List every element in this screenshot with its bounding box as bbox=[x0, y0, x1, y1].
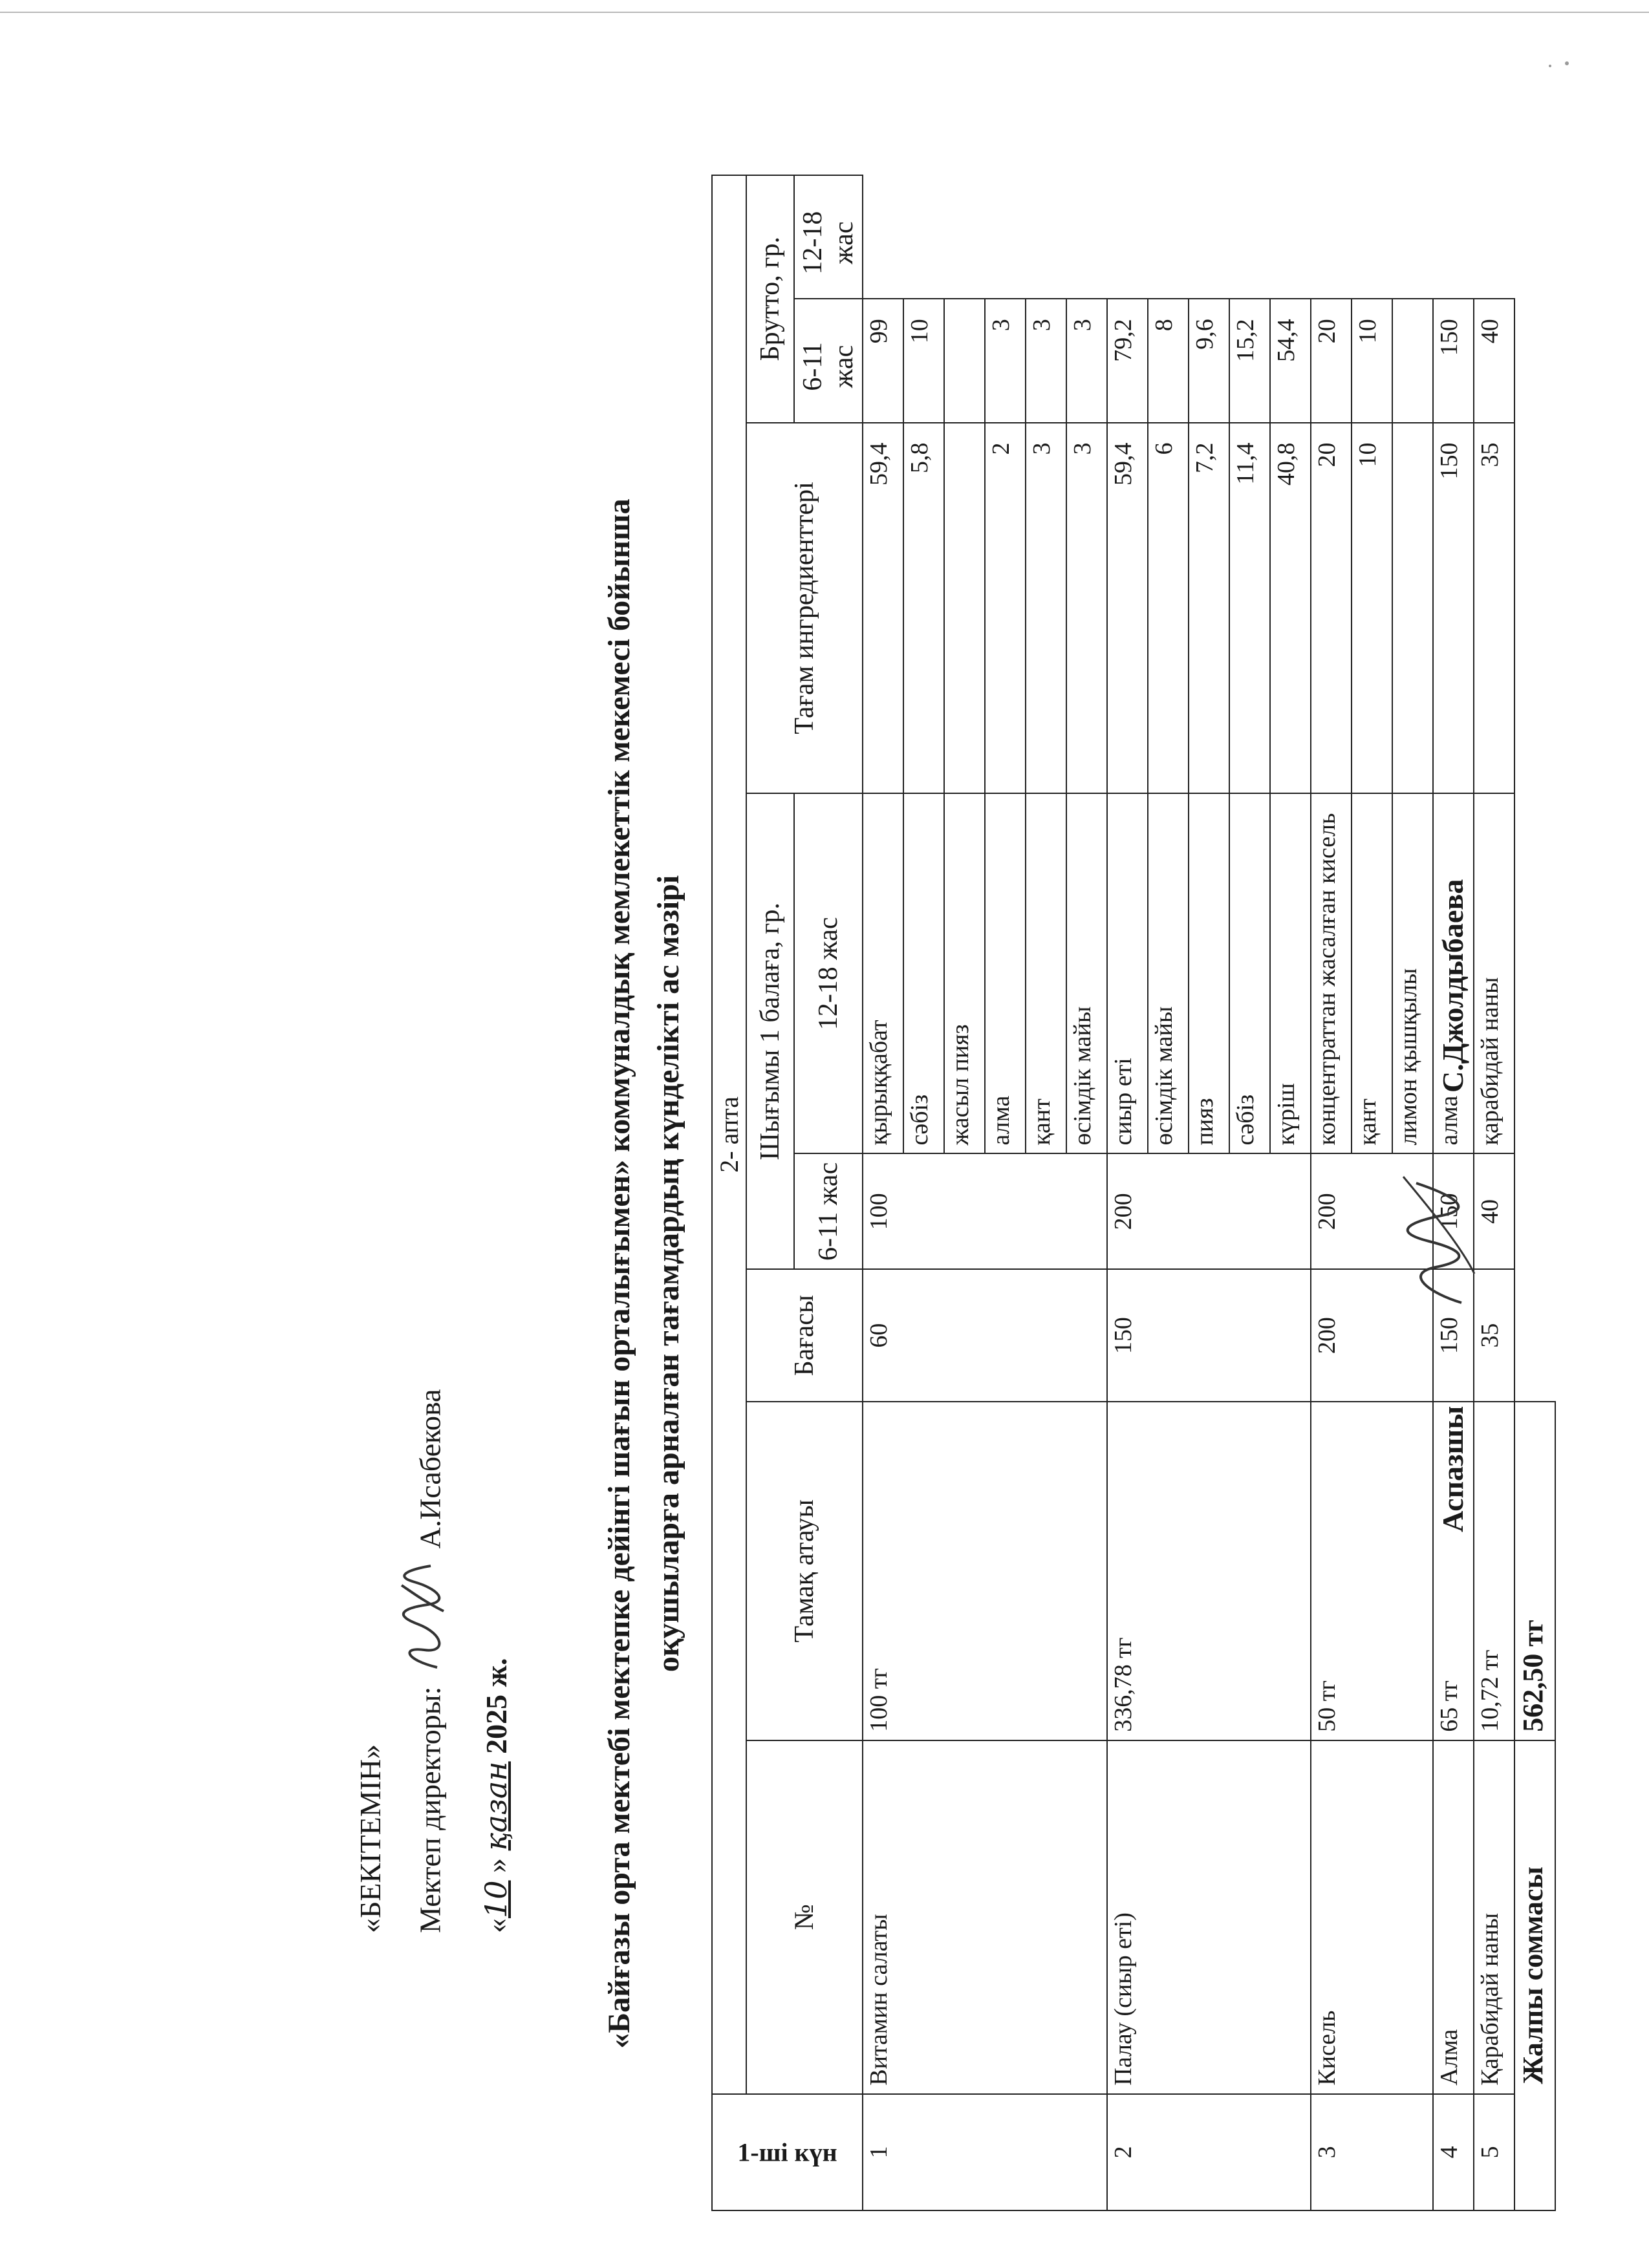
yield-age-1: 200 bbox=[1311, 1269, 1433, 1402]
yield-age-2: 100 bbox=[863, 1153, 1107, 1269]
brutto-age-1: 2 bbox=[985, 423, 1026, 794]
document-title bbox=[595, 433, 693, 2114]
ingredient: қырыққабат bbox=[863, 793, 903, 1153]
ingredient: жасыл пияз bbox=[944, 793, 985, 1153]
approval-block bbox=[343, 1389, 524, 1933]
yield-age-1: 60 bbox=[863, 1269, 1107, 1402]
table-row bbox=[863, 175, 903, 2210]
yield-age-1: 35 bbox=[1474, 1269, 1514, 1402]
ingredient: қант bbox=[1026, 793, 1066, 1153]
header-brutto-age-1: 6-11 жас bbox=[794, 299, 863, 422]
header-price: Бағасы bbox=[746, 1269, 863, 1402]
brutto-age-2: 54,4 bbox=[1270, 299, 1311, 422]
brutto-age-2: 3 bbox=[1066, 299, 1107, 422]
brutto-age-1 bbox=[944, 423, 985, 794]
date-month: қазан bbox=[479, 1761, 513, 1851]
ingredient: пияз bbox=[1189, 793, 1229, 1153]
week-label: 2- апта bbox=[712, 175, 746, 2094]
brutto-age-2: 20 bbox=[1311, 299, 1352, 422]
cook-signature bbox=[1390, 1170, 1488, 1312]
date-open-quote: « bbox=[480, 1918, 513, 1933]
ingredient: лимон қышқылы bbox=[1392, 793, 1433, 1153]
brutto-age-2: 8 bbox=[1148, 299, 1189, 422]
dish-price: 50 тг bbox=[1311, 1402, 1433, 1740]
brutto-age-1: 40,8 bbox=[1270, 423, 1311, 794]
director-signature bbox=[398, 1563, 468, 1673]
dish-name: Палау (сиыр еті) bbox=[1107, 1740, 1311, 2094]
dish-name: Кисель bbox=[1311, 1740, 1433, 2094]
ingredient: күріш bbox=[1270, 793, 1311, 1153]
total-label: Жалпы соммасы bbox=[1514, 1740, 1555, 2210]
director-name: А.Исабекова bbox=[413, 1389, 447, 1549]
dish-num: 2 bbox=[1107, 2094, 1311, 2210]
approval-date bbox=[468, 1389, 524, 1933]
dish-name: Витамин салаты bbox=[863, 1740, 1107, 2094]
brutto-age-2: 99 bbox=[863, 299, 903, 422]
ingredient: сәбіз bbox=[903, 793, 944, 1153]
header-ingredients: Тағам ингредиенттері bbox=[746, 423, 863, 794]
brutto-age-1: 59,4 bbox=[863, 423, 903, 794]
brutto-age-2 bbox=[1392, 299, 1433, 422]
brutto-age-2: 40 bbox=[1474, 299, 1514, 422]
brutto-age-1: 3 bbox=[1026, 423, 1066, 794]
total-value: 562,50 тг bbox=[1514, 1402, 1555, 1740]
director-label: Мектеп директоры: bbox=[413, 1686, 447, 1933]
scan-speck bbox=[1549, 65, 1551, 67]
brutto-age-1 bbox=[1392, 423, 1433, 794]
header-brutto-age-2: 12-18 жас bbox=[794, 175, 863, 299]
dish-name: Алма bbox=[1433, 1740, 1474, 2094]
header-yield-age-2: 12-18 жас bbox=[794, 793, 863, 1153]
brutto-age-1: 20 bbox=[1311, 423, 1352, 794]
dish-num: 4 bbox=[1433, 2094, 1474, 2210]
yield-age-2: 40 bbox=[1474, 1153, 1514, 1269]
rotated-page bbox=[194, 175, 1549, 2243]
header-num: № bbox=[746, 1740, 863, 2094]
header-yield-age-1: 6-11 жас bbox=[794, 1153, 863, 1269]
brutto-age-2: 3 bbox=[985, 299, 1026, 422]
scan-edge-line bbox=[0, 12, 1649, 13]
ingredient: алма bbox=[985, 793, 1026, 1153]
date-year: 2025 ж. bbox=[480, 1658, 513, 1754]
dish-num: 1 bbox=[863, 2094, 1107, 2210]
dish-price: 10,72 тг bbox=[1474, 1402, 1514, 1740]
brutto-age-1: 7,2 bbox=[1189, 423, 1229, 794]
title-line-1: «Байғазы орта мектебі мектепке дейінгі шағын орталығымен» коммуналдық мемлекеттік мекемесі бойынша bbox=[602, 498, 636, 2049]
brutto-age-1: 5,8 bbox=[903, 423, 944, 794]
ingredient: концентраттан жасалған кисель bbox=[1311, 793, 1352, 1153]
brutto-age-2: 150 bbox=[1433, 299, 1474, 422]
table-row bbox=[1107, 175, 1148, 2210]
scan-speck bbox=[1565, 61, 1569, 65]
brutto-age-1: 59,4 bbox=[1107, 423, 1148, 794]
brutto-age-2: 3 bbox=[1026, 299, 1066, 422]
ingredient: өсімдік майы bbox=[1066, 793, 1107, 1153]
ingredient: өсімдік майы bbox=[1148, 793, 1189, 1153]
cook-name: С.Джолдыбаева bbox=[1436, 879, 1469, 1093]
dish-price: 65 тг bbox=[1433, 1402, 1474, 1740]
title-line-2: оқушыларға арналған тағамдардың күнделікті ас мәзірі bbox=[651, 875, 685, 1673]
total-row bbox=[1514, 175, 1555, 2210]
brutto-age-2: 79,2 bbox=[1107, 299, 1148, 422]
brutto-age-1: 10 bbox=[1352, 423, 1392, 794]
ingredient: алма bbox=[1433, 793, 1474, 1153]
yield-age-2: 200 bbox=[1107, 1153, 1311, 1269]
day-label: 1-ші күн bbox=[737, 2137, 837, 2167]
yield-age-1: 150 bbox=[1107, 1269, 1311, 1402]
dish-num: 5 bbox=[1474, 2094, 1514, 2210]
brutto-age-2: 10 bbox=[903, 299, 944, 422]
brutto-age-1: 35 bbox=[1474, 423, 1514, 794]
dish-price: 100 тг bbox=[863, 1402, 1107, 1740]
brutto-age-2: 9,6 bbox=[1189, 299, 1229, 422]
table-row bbox=[1311, 175, 1352, 2210]
dish-price: 336,78 тг bbox=[1107, 1402, 1311, 1740]
yield-age-2: 200 bbox=[1311, 1153, 1433, 1269]
header-brutto: Брутто, гр. bbox=[746, 175, 794, 423]
brutto-age-1: 150 bbox=[1433, 423, 1474, 794]
ingredient: қарабидай наны bbox=[1474, 793, 1514, 1153]
approval-heading: «БЕКІТЕМІН» bbox=[354, 1744, 387, 1933]
cook-role: Аспазшы bbox=[1436, 1406, 1469, 1532]
brutto-age-1: 3 bbox=[1066, 423, 1107, 794]
header-yield: Шығымы 1 балаға, гр. bbox=[746, 793, 794, 1269]
date-close-quote: » bbox=[480, 1857, 513, 1873]
day-cell bbox=[712, 2094, 863, 2210]
header-name: Тамақ атауы bbox=[746, 1402, 863, 1740]
brutto-age-2: 10 bbox=[1352, 299, 1392, 422]
director-line bbox=[398, 1389, 468, 1933]
brutto-age-2: 15,2 bbox=[1229, 299, 1270, 422]
yield-age-2: 150 bbox=[1433, 1153, 1474, 1269]
ingredient: сәбіз bbox=[1229, 793, 1270, 1153]
brutto-age-2 bbox=[944, 299, 985, 422]
ingredient: қант bbox=[1352, 793, 1392, 1153]
brutto-age-1: 11,4 bbox=[1229, 423, 1270, 794]
brutto-age-1: 6 bbox=[1148, 423, 1189, 794]
yield-age-1: 150 bbox=[1433, 1269, 1474, 1402]
dish-num: 3 bbox=[1311, 2094, 1433, 2210]
ingredient: сиыр еті bbox=[1107, 793, 1148, 1153]
date-day: 10 bbox=[479, 1880, 513, 1918]
dish-name: Қарабидай наны bbox=[1474, 1740, 1514, 2094]
